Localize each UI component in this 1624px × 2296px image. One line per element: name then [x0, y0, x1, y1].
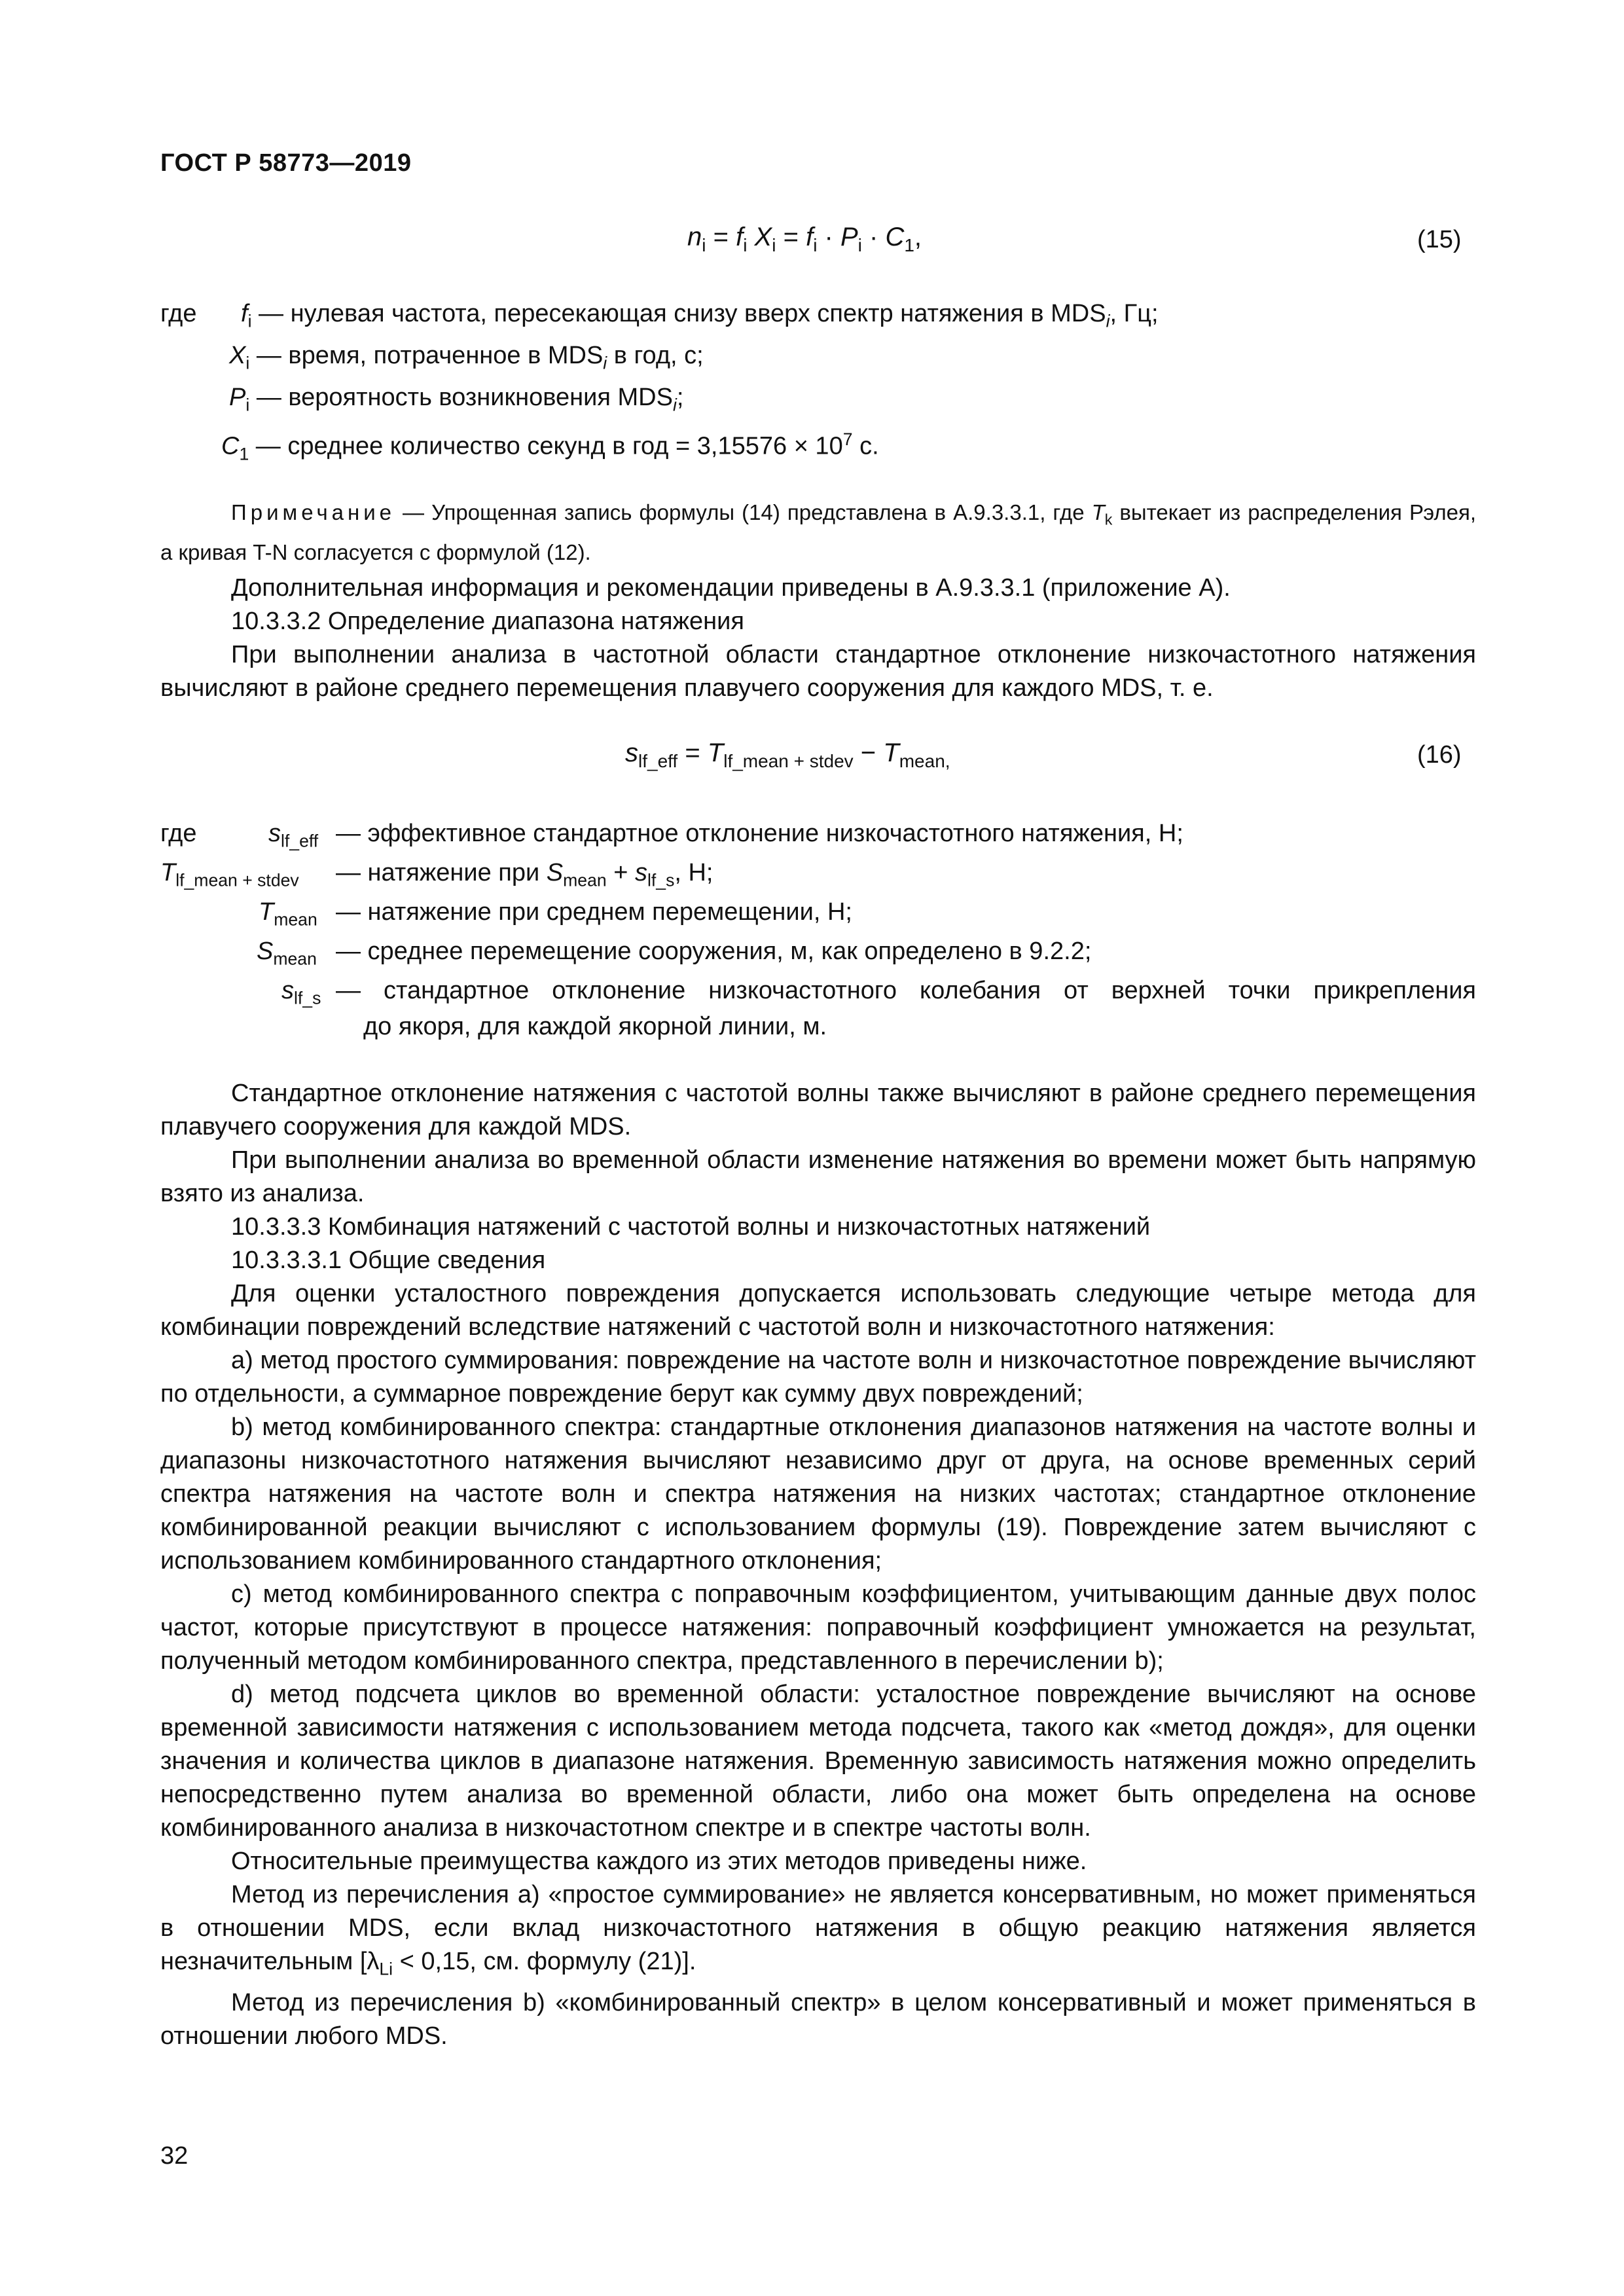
formula-subscript: lf_mean + stdev [723, 751, 854, 771]
paragraph: При выполнении анализа во временной области изменение натяжения во времени может быть напрямую взято из анализа. [160, 1146, 1476, 1207]
def-symbol: s [268, 820, 281, 847]
paragraph: Для оценки усталостного повреждения допускается использовать следующие четыре метода для комбинации повреждений вследствие натяжений с частотой волн и низкочастотного натяжения: [160, 1280, 1476, 1341]
formula-subscript: i [857, 235, 862, 255]
formula-symbol: X [747, 223, 772, 251]
def-subscript: lf_eff [281, 831, 319, 851]
definition-symbol [268, 815, 318, 860]
def-text-subscript: i [603, 353, 607, 373]
def-text: ; [676, 384, 684, 411]
definition-text: — стандартное отклонение низкочастотного колебания от верхней точки прикрепления [336, 977, 1476, 1004]
formula-subscript: i [772, 235, 776, 255]
def-symbol: S [546, 859, 564, 886]
formula-operator: − [853, 738, 884, 767]
def-text: — вероятность возникновения MDS [249, 384, 673, 411]
note-label: Примечание [231, 500, 396, 524]
definition-item [221, 418, 879, 475]
list-item-d: d) метод подсчета циклов во временной области: усталостное повреждение вычисляют на основе временной зависимости натяжения с использованием метода подсчета, такого как «метод дождя», для оценки значения и количества циклов в диапазоне натяжения. Временную зависимость натяжения можно определить непосредственно путем анализа во временной области, либо она может быть определена на основе комбинированного анализа в низкочастотном спектре и в спектре частоты волн. [160, 1681, 1476, 1842]
note-symbol: T [1091, 500, 1105, 524]
formula-symbol: f [736, 223, 744, 251]
def-symbol: S [257, 938, 274, 965]
note-text: — Упрощенная запись формулы (14) представлена в А.9.3.3.1, где [395, 500, 1092, 524]
formula-symbol: T [707, 738, 724, 767]
formula-subscript: i [702, 235, 706, 255]
definition-text-continuation: до якоря, для каждой якорной линии, м. [363, 1013, 827, 1040]
page-number: 32 [160, 2142, 189, 2170]
note-text: вытекает из распределения Рэлея, а кривая T-N согласуется с формулой (12). [160, 500, 1476, 564]
def-text: — среднее количество секунд в год = 3,15576 × 10 [249, 432, 843, 460]
section-heading: 10.3.3.3.1 Общие сведения [231, 1247, 546, 1274]
def-symbol: C [221, 432, 240, 460]
note-subscript: k [1104, 511, 1113, 528]
paragraph: Дополнительная информация и рекомендации приведены в А.9.3.3.1 (приложение А). [231, 574, 1231, 602]
def-text: в год, с; [607, 342, 704, 369]
def-text: — нулевая частота, пересекающая снизу вверх спектр натяжения в MDS [251, 300, 1106, 327]
note [160, 496, 1476, 569]
equation-number-15: (15) [1417, 226, 1462, 253]
definition-text: — эффективное стандартное отклонение низкочастотного натяжения, Н; [336, 820, 1183, 847]
paragraph: При выполнении анализа в частотной области стандартное отклонение низкочастотного натяжения вычисляют в районе среднего перемещения плавучего сооружения для каждого MDS, т. е. [160, 641, 1476, 702]
paragraph-text: < 0,15, см. формулу (21)]. [393, 1948, 696, 1975]
formula-operator: · [861, 223, 886, 251]
paragraph: Метод из перечисления b) «комбинированный спектр» в целом консервативный и может применяться в отношении любого MDS. [160, 1988, 1476, 2050]
def-subscript: i [247, 311, 252, 331]
formula-operator: = [776, 223, 806, 251]
formula-subscript: 1 [904, 235, 914, 255]
def-symbol: s [634, 859, 647, 886]
formula-operator: · [817, 223, 840, 251]
section-heading: 10.3.3.3 Комбинация натяжений с частотой волны и низкочастотных натяжений [231, 1213, 1151, 1241]
formula-operator: = [677, 738, 708, 767]
def-symbol: T [259, 898, 274, 926]
formula-symbol: f [806, 223, 814, 251]
def-symbol: s [281, 977, 294, 1004]
definition-symbol [281, 972, 321, 1017]
def-text-superscript: 7 [842, 429, 853, 449]
def-subscript: mean [563, 870, 607, 890]
def-symbol: P [229, 384, 246, 411]
def-subscript: lf_s [294, 988, 321, 1008]
def-subscript: 1 [239, 444, 249, 464]
def-text: — натяжение при [336, 859, 547, 886]
formula-symbol: n [687, 223, 702, 251]
paragraph-text: Метод из перечисления а) «простое суммирование» не является консервативным, но может применяться в отношении MDS, если вклад низкочастотного натяжения в общую реакцию натяжения является незначительным [λ [160, 1881, 1476, 1975]
def-subscript: i [245, 395, 250, 415]
body-block-2 [160, 1077, 1476, 2053]
def-text: , Н; [674, 859, 713, 886]
formula-symbol: s [625, 738, 638, 767]
definition-text: — натяжение при среднем перемещении, Н; [336, 898, 852, 926]
formula-subscript: i [743, 235, 748, 255]
def-subscript: mean [273, 949, 317, 969]
document-header: ГОСТ Р 58773—2019 [160, 149, 412, 177]
paragraph-subscript: Li [379, 1959, 393, 1979]
formula-subscript: lf_eff [638, 751, 678, 771]
section-heading: 10.3.3.2 Определение диапазона натяжения [231, 608, 744, 635]
def-symbol: f [241, 300, 248, 327]
formula-symbol: P [840, 223, 858, 251]
formula-symbol: C [885, 223, 905, 251]
paragraph: Стандартное отклонение натяжения с частотой волны также вычисляют в районе среднего перемещения плавучего сооружения для каждой MDS. [160, 1080, 1476, 1140]
list-item-b: b) метод комбинированного спектра: стандартные отклонения диапазонов натяжения на частоте волны и диапазоны низкочастотного натяжения вычисляют независимо друг от друга, на основе временных серий спектра натяжения на частоте волн и спектра натяжения на низких частотах; стандартное отклонение комбинированной реакции вычисляют с использованием формулы (19). Повреждение затем вычисляют с использованием комбинированного стандартного отклонения; [160, 1413, 1476, 1575]
def-text: , Гц; [1110, 300, 1159, 327]
def-text-subscript: i [1106, 311, 1110, 331]
equation-number-16: (16) [1417, 741, 1462, 769]
def-subscript: lf_mean + stdev [175, 870, 299, 890]
list-item-a: a) метод простого суммирования: повреждение на частоте волн и низкочастотное повреждение вычисляют по отдельности, а суммарное повреждение берут как сумму двух повреждений; [160, 1347, 1476, 1408]
def-text: с. [852, 432, 879, 460]
definition-text: — среднее перемещение сооружения, м, как определено в 9.2.2; [336, 938, 1092, 965]
where-label: где [160, 300, 197, 327]
definition-symbol [160, 854, 299, 899]
definition-symbol [257, 933, 317, 977]
body-block-1 [160, 572, 1476, 705]
list-item-c: c) метод комбинированного спектра с поправочным коэффициентом, учитывающим данные двух полос частот, которые присутствуют в процессе натяжения: поправочный коэффициент умножается на результат, полученный методом комбинированного спектра, представленного в перечислении b); [160, 1580, 1476, 1675]
formula-operator: = [706, 223, 736, 251]
where-label: где [160, 820, 197, 847]
def-subscript: i [245, 353, 250, 373]
def-symbol: X [229, 342, 246, 369]
definition-text [336, 854, 713, 899]
formula-subscript: mean, [899, 751, 950, 771]
formula-subscript: i [813, 235, 818, 255]
def-symbol: T [160, 859, 176, 886]
paragraph [160, 1878, 1476, 1986]
def-text: — время, потраченное в MDS [249, 342, 604, 369]
formula-15 [687, 223, 922, 256]
formula-symbol: T [883, 738, 899, 767]
formula-operator: , [914, 223, 922, 251]
paragraph: Относительные преимущества каждого из этих методов приведены ниже. [231, 1848, 1087, 1875]
definition-symbol [259, 894, 317, 938]
def-subscript: mean [274, 909, 317, 930]
def-text: + [606, 859, 635, 886]
def-subscript: lf_s [647, 870, 675, 890]
formula-16 [625, 738, 950, 772]
def-text-subscript: i [672, 395, 677, 415]
